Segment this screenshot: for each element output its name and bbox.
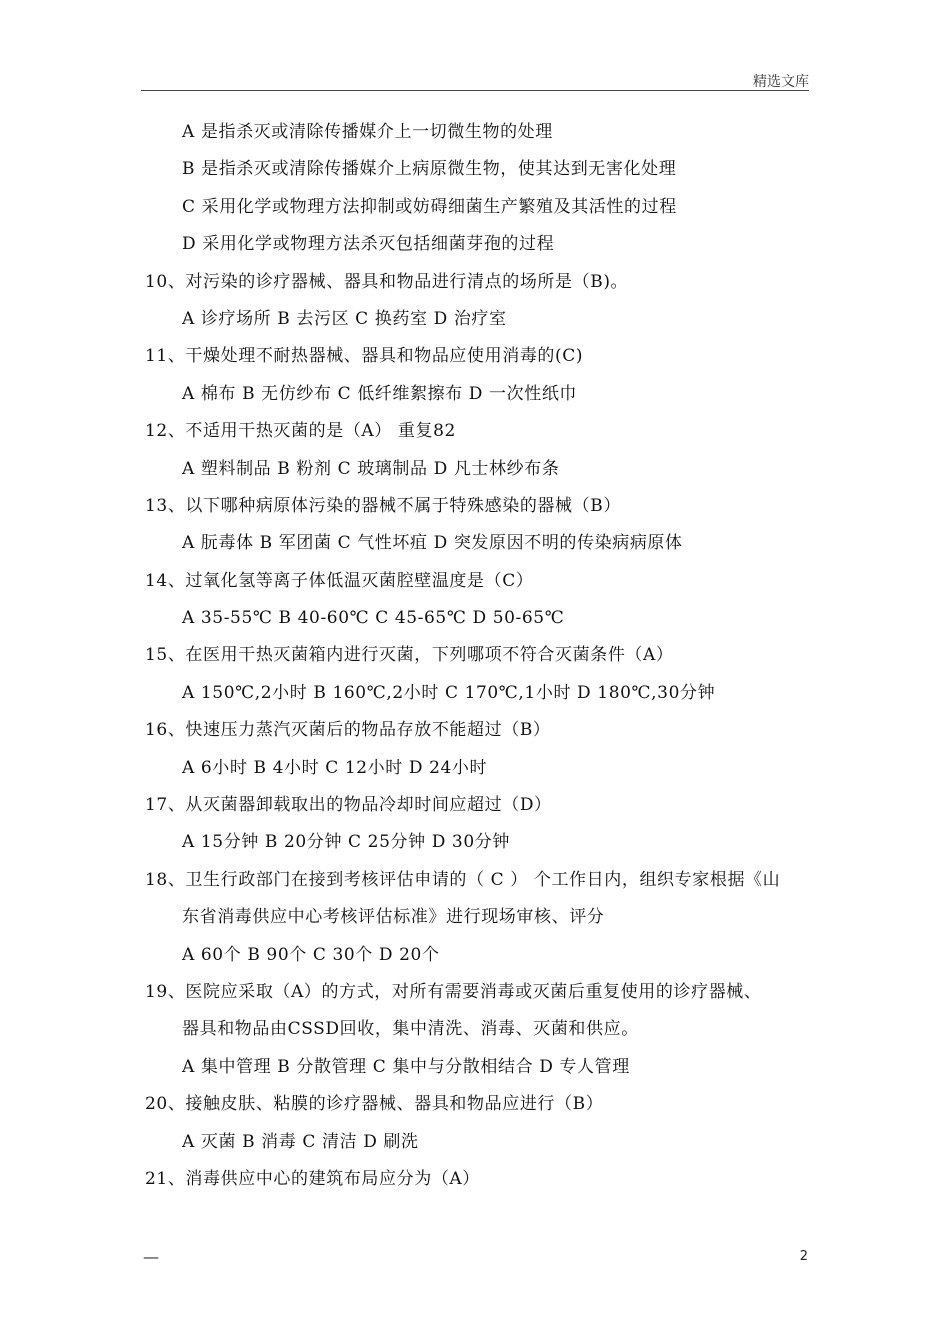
option-line: A 塑料制品 B 粉剂 C 玻璃制品 D 凡士林纱布条: [182, 458, 560, 479]
header-rule: [141, 90, 809, 91]
question-line: 18、卫生行政部门在接到考核评估申请的（ C ） 个工作日内，组织专家根据《山: [145, 869, 781, 890]
option-line: A 集中管理 B 分散管理 C 集中与分散相结合 D 专人管理: [182, 1056, 630, 1077]
question-line: 10、对污染的诊疗器械、器具和物品进行清点的场所是（B)。: [145, 271, 629, 292]
question-line: 12、不适用干热灭菌的是（A） 重复82: [145, 421, 456, 442]
option-line: A 35-55℃ B 40-60℃ C 45-65℃ D 50-65℃: [182, 608, 565, 629]
option-line: A 60个 B 90个 C 30个 D 20个: [182, 944, 440, 965]
question-continuation-line: 东省消毒供应中心考核评估标准》进行现场审核、评分: [182, 907, 605, 928]
question-line: 19、医院应采取（A）的方式，对所有需要消毒或灭菌后重复使用的诊疗器械、: [145, 981, 762, 1002]
option-line: D 采用化学或物理方法杀灭包括细菌芽孢的过程: [182, 234, 555, 255]
option-line: A 灭菌 B 消毒 C 清洁 D 刷洗: [182, 1131, 419, 1152]
footer-dash: —: [143, 1247, 159, 1266]
document-body: [145, 116, 820, 1200]
question-line: 15、在医用干热灭菌箱内进行灭菌，下列哪项不符合灭菌条件（A）: [145, 645, 674, 666]
option-line: A 150℃,2小时 B 160℃,2小时 C 170℃,1小时 D 180℃,30分钟: [182, 682, 716, 703]
question-line: 17、从灭菌器卸载取出的物品冷却时间应超过（D）: [145, 795, 552, 816]
option-line: A 诊疗场所 B 去污区 C 换药室 D 治疗室: [182, 308, 507, 329]
question-line: 16、快速压力蒸汽灭菌后的物品存放不能超过（B）: [145, 720, 551, 741]
question-line: 21、消毒供应中心的建筑布局应分为（A）: [145, 1168, 480, 1189]
question-line: 11、干燥处理不耐热器械、器具和物品应使用消毒的(C): [145, 346, 584, 367]
question-line: 20、接触皮肤、粘膜的诊疗器械、器具和物品应进行（B）: [145, 1094, 604, 1115]
page-number: 2: [799, 1249, 808, 1264]
option-line: A 朊毒体 B 军团菌 C 气性坏疽 D 突发原因不明的传染病病原体: [182, 533, 683, 554]
option-line: A 是指杀灭或清除传播媒介上一切微生物的处理: [182, 122, 553, 142]
option-line: C 采用化学或物理方法抑制或妨碍细菌生产繁殖及其活性的过程: [182, 196, 677, 217]
option-line: A 棉布 B 无仿纱布 C 低纤维絮擦布 D 一次性纸巾: [182, 383, 578, 404]
option-line: A 15分钟 B 20分钟 C 25分钟 D 30分钟: [182, 832, 510, 853]
option-line: B 是指杀灭或清除传播媒介上病原微生物，使其达到无害化处理: [182, 159, 677, 180]
page-header-label: 精选文库: [753, 74, 809, 90]
option-line: A 6小时 B 4小时 C 12小时 D 24小时: [182, 757, 488, 778]
question-continuation-line: 器具和物品由CSSD回收，集中清洗、消毒、灭菌和供应。: [182, 1019, 639, 1040]
question-line: 13、以下哪种病原体污染的器械不属于特殊感染的器械（B）: [145, 495, 621, 516]
question-line: 14、过氧化氢等离子体低温灭菌腔壁温度是（C）: [145, 570, 534, 591]
